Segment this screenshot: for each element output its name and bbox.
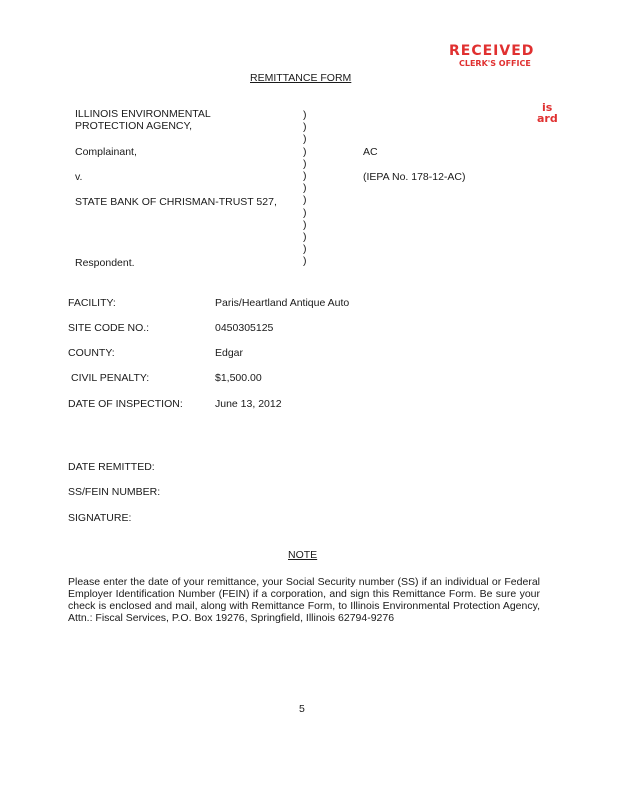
form-title: REMITTANCE FORM — [250, 72, 352, 84]
note-heading: NOTE — [288, 549, 318, 561]
civil-penalty-label: CIVIL PENALTY: — [71, 372, 150, 384]
site-code-label: SITE CODE NO.: — [68, 322, 150, 334]
facility-label: FACILITY: — [68, 297, 116, 309]
caption-paren: ) — [303, 255, 307, 268]
civil-penalty-value: $1,500.00 — [215, 372, 262, 384]
caption-parentheses — [303, 109, 307, 268]
note-body: Please enter the date of your remittance, your Social Security number (SS) if an individual or Federal Employer Identification Number (FEIN) if a corporation, and sign this Remittance Form. Be sure your check is enclosed and mail, along with Remittance Form, to Illinois Environmental Protection Agency, Attn.: Fiscal Services, P.O. Box 19276, Springfield, Illinois 62794-9276 — [68, 576, 540, 624]
signature-label: SIGNATURE: — [68, 512, 132, 524]
county-label: COUNTY: — [68, 347, 115, 359]
stamp-fragment-1: is — [542, 101, 553, 114]
received-stamp: RECEIVED — [449, 43, 535, 59]
complainant-label: Complainant, — [75, 146, 137, 158]
caption-paren: ) — [303, 243, 307, 256]
caption-paren: ) — [303, 133, 307, 146]
versus-label: v. — [75, 171, 83, 183]
caption-paren: ) — [303, 218, 307, 231]
clerks-office-stamp: CLERK'S OFFICE — [459, 59, 531, 68]
inspection-date-label: DATE OF INSPECTION: — [68, 398, 183, 410]
facility-value: Paris/Heartland Antique Auto — [215, 297, 350, 309]
iepa-number: (IEPA No. 178-12-AC) — [363, 171, 466, 183]
caption-paren: ) — [303, 109, 307, 121]
caption-paren: ) — [303, 145, 307, 158]
party1-line1: ILLINOIS ENVIRONMENTAL — [75, 108, 211, 120]
site-code-value: 0450305125 — [215, 322, 274, 334]
ss-fein-label: SS/FEIN NUMBER: — [68, 486, 161, 498]
caption-paren: ) — [303, 206, 307, 219]
party2-name: STATE BANK OF CHRISMAN-TRUST 527, — [75, 196, 277, 208]
caption-paren: ) — [303, 121, 307, 134]
date-remitted-label: DATE REMITTED: — [68, 461, 155, 473]
stamp-fragment-2: ard — [537, 112, 558, 125]
party1-line2: PROTECTION AGENCY, — [75, 120, 193, 132]
respondent-label: Respondent. — [75, 257, 135, 269]
case-prefix: AC — [363, 146, 378, 158]
caption-paren: ) — [303, 231, 307, 244]
inspection-date-value: June 13, 2012 — [215, 398, 282, 410]
caption-paren: ) — [303, 194, 307, 207]
caption-paren: ) — [303, 182, 307, 195]
caption-paren: ) — [303, 157, 307, 170]
caption-paren: ) — [303, 170, 307, 183]
county-value: Edgar — [215, 347, 244, 359]
page-number: 5 — [299, 703, 305, 715]
